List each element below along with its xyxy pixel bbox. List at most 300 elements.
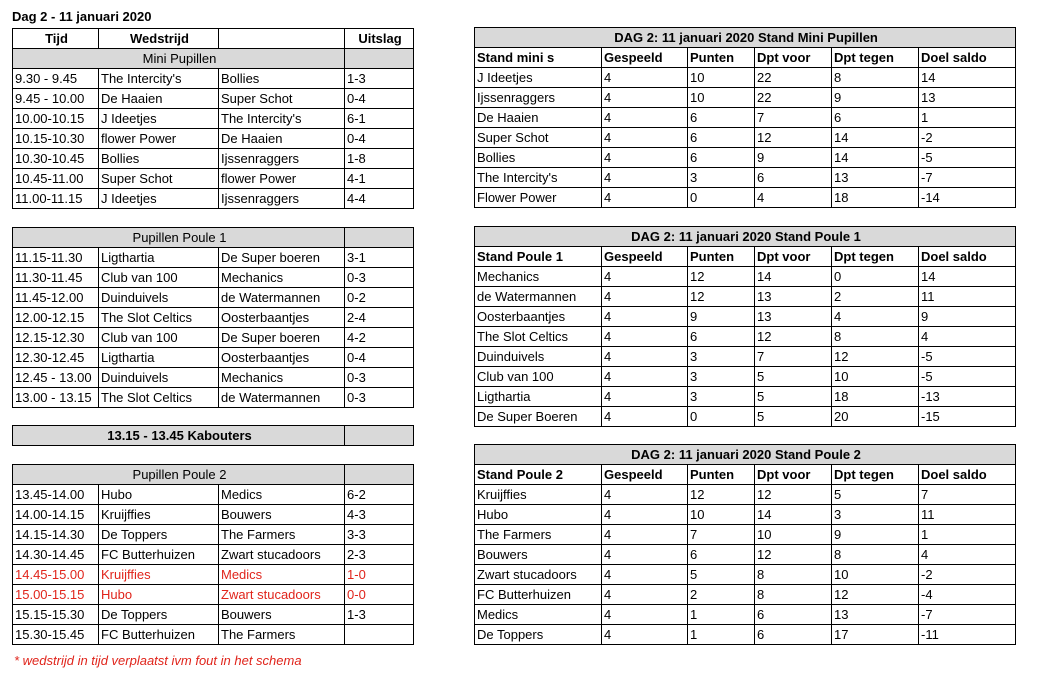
standings-row: [475, 68, 1016, 88]
away-team: Ijssenraggers: [219, 189, 345, 209]
wedstrijd-header: Wedstrijd: [99, 29, 219, 49]
home-team: FC Butterhuizen: [99, 625, 219, 645]
home-team: De Haaien: [99, 89, 219, 109]
goals-for-value: 9: [755, 148, 832, 168]
goal-difference-value: 14: [919, 267, 1016, 287]
standings-row: [475, 168, 1016, 188]
away-team: Bollies: [219, 69, 345, 89]
played-value: 4: [602, 605, 688, 625]
match-row: [13, 109, 414, 129]
goals-for-value: 4: [755, 188, 832, 208]
team-name: FC Butterhuizen: [475, 585, 602, 605]
stat-column-header: Doel saldo: [919, 48, 1016, 68]
home-team: Club van 100: [99, 328, 219, 348]
match-row: [13, 89, 414, 109]
team-name: The Farmers: [475, 525, 602, 545]
match-row: [13, 525, 414, 545]
goals-for-value: 12: [755, 485, 832, 505]
played-value: 4: [602, 148, 688, 168]
match-row: [13, 129, 414, 149]
away-team: Medics: [219, 485, 345, 505]
match-row: [13, 368, 414, 388]
kabouters-label: 13.15 - 13.45 Kabouters: [13, 426, 345, 446]
team-name: Zwart stucadoors: [475, 565, 602, 585]
standings-title-row: [475, 227, 1016, 247]
goals-against-value: 9: [832, 88, 919, 108]
standings-header-row: [475, 48, 1016, 68]
away-team: De Haaien: [219, 129, 345, 149]
goals-against-value: 8: [832, 68, 919, 88]
match-row: [13, 565, 414, 585]
stat-column-header: Punten: [688, 48, 755, 68]
stat-column-header: Doel saldo: [919, 465, 1016, 485]
goals-for-value: 5: [755, 367, 832, 387]
home-team: Hubo: [99, 585, 219, 605]
match-row: [13, 485, 414, 505]
stat-column-header: Dpt voor: [755, 465, 832, 485]
match-time: 11.30-11.45: [13, 268, 99, 288]
team-name: De Toppers: [475, 625, 602, 645]
home-team: De Toppers: [99, 605, 219, 625]
goals-against-value: 10: [832, 367, 919, 387]
away-team: Zwart stucadoors: [219, 545, 345, 565]
goals-against-value: 9: [832, 525, 919, 545]
page-title: Dag 2 - 11 januari 2020: [12, 9, 152, 24]
team-name: Club van 100: [475, 367, 602, 387]
goal-difference-value: 4: [919, 545, 1016, 565]
team-name: de Watermannen: [475, 287, 602, 307]
goals-against-value: 14: [832, 128, 919, 148]
match-result: 3-1: [345, 248, 414, 268]
match-time: 15.00-15.15: [13, 585, 99, 605]
standings-title-row: [475, 445, 1016, 465]
standings-row: [475, 585, 1016, 605]
team-column-header: Stand Poule 1: [475, 247, 602, 267]
standings-row: [475, 88, 1016, 108]
match-result: 0-3: [345, 368, 414, 388]
goals-for-value: 13: [755, 287, 832, 307]
schedule-poule-2: [12, 464, 414, 645]
standings-row: [475, 108, 1016, 128]
played-value: 4: [602, 585, 688, 605]
away-team: The Farmers: [219, 525, 345, 545]
match-time: 14.00-14.15: [13, 505, 99, 525]
kabouters-filler: [345, 426, 414, 446]
standings-row: [475, 327, 1016, 347]
goals-against-value: 8: [832, 545, 919, 565]
goals-for-value: 8: [755, 565, 832, 585]
goal-difference-value: -2: [919, 565, 1016, 585]
standings-title: DAG 2: 11 januari 2020 Stand Poule 2: [475, 445, 1016, 465]
home-team: flower Power: [99, 129, 219, 149]
standings-row: [475, 387, 1016, 407]
away-team: De Super boeren: [219, 328, 345, 348]
goal-difference-value: -2: [919, 128, 1016, 148]
standings-poule-1: [474, 226, 1016, 427]
standings-rows: [475, 485, 1016, 645]
standings-row: [475, 267, 1016, 287]
match-time: 15.30-15.45: [13, 625, 99, 645]
points-value: 3: [688, 347, 755, 367]
goals-for-value: 14: [755, 505, 832, 525]
goals-for-value: 5: [755, 407, 832, 427]
match-result: 2-3: [345, 545, 414, 565]
poule1-matches: [13, 248, 414, 408]
goals-against-value: 20: [832, 407, 919, 427]
match-result: 1-0: [345, 565, 414, 585]
away-team: Super Schot: [219, 89, 345, 109]
away-team: Bouwers: [219, 605, 345, 625]
away-team: Bouwers: [219, 505, 345, 525]
match-result: 3-3: [345, 525, 414, 545]
match-result: [345, 625, 414, 645]
match-row: [13, 328, 414, 348]
points-value: 6: [688, 108, 755, 128]
points-value: 6: [688, 327, 755, 347]
away-team: Mechanics: [219, 368, 345, 388]
points-value: 7: [688, 525, 755, 545]
team-name: Kruijffies: [475, 485, 602, 505]
match-row: [13, 169, 414, 189]
away-team: de Watermannen: [219, 388, 345, 408]
team-name: Hubo: [475, 505, 602, 525]
goals-for-value: 12: [755, 128, 832, 148]
stat-column-header: Punten: [688, 465, 755, 485]
points-value: 6: [688, 128, 755, 148]
mini-pupillen-matches: [13, 69, 414, 209]
match-time: 10.15-10.30: [13, 129, 99, 149]
standings-row: [475, 605, 1016, 625]
uitslag-header: Uitslag: [345, 29, 414, 49]
poule2-matches: [13, 485, 414, 645]
goals-against-value: 12: [832, 347, 919, 367]
points-value: 1: [688, 625, 755, 645]
team-name: The Slot Celtics: [475, 327, 602, 347]
away-team: flower Power: [219, 169, 345, 189]
goals-against-value: 4: [832, 307, 919, 327]
away-team: Ijssenraggers: [219, 149, 345, 169]
standings-title-row: [475, 28, 1016, 48]
kabouters-row: [13, 426, 414, 446]
match-row: [13, 625, 414, 645]
goals-for-value: 22: [755, 68, 832, 88]
away-team: de Watermannen: [219, 288, 345, 308]
points-value: 10: [688, 68, 755, 88]
played-value: 4: [602, 387, 688, 407]
match-result: 0-4: [345, 348, 414, 368]
points-value: 3: [688, 367, 755, 387]
home-team: J Ideetjes: [99, 109, 219, 129]
played-value: 4: [602, 307, 688, 327]
home-team: FC Butterhuizen: [99, 545, 219, 565]
match-time: 14.15-14.30: [13, 525, 99, 545]
match-row: [13, 545, 414, 565]
standings-row: [475, 307, 1016, 327]
goals-for-value: 12: [755, 327, 832, 347]
match-time: 12.00-12.15: [13, 308, 99, 328]
goals-against-value: 18: [832, 188, 919, 208]
played-value: 4: [602, 108, 688, 128]
played-value: 4: [602, 168, 688, 188]
goal-difference-value: -11: [919, 625, 1016, 645]
section-title-filler: [345, 465, 414, 485]
team-name: J Ideetjes: [475, 68, 602, 88]
goal-difference-value: 1: [919, 108, 1016, 128]
stat-column-header: Punten: [688, 247, 755, 267]
goals-for-value: 6: [755, 605, 832, 625]
match-row: [13, 69, 414, 89]
match-result: 4-2: [345, 328, 414, 348]
team-name: Mechanics: [475, 267, 602, 287]
home-team: The Slot Celtics: [99, 388, 219, 408]
stat-column-header: Dpt tegen: [832, 48, 919, 68]
standings-title: DAG 2: 11 januari 2020 Stand Mini Pupillen: [475, 28, 1016, 48]
goals-against-value: 8: [832, 327, 919, 347]
goals-for-value: 14: [755, 267, 832, 287]
home-team: The Intercity's: [99, 69, 219, 89]
standings-row: [475, 148, 1016, 168]
team-column-header: Stand mini s: [475, 48, 602, 68]
match-time: 14.30-14.45: [13, 545, 99, 565]
team-name: Ligthartia: [475, 387, 602, 407]
goal-difference-value: -5: [919, 148, 1016, 168]
points-value: 12: [688, 287, 755, 307]
match-row: [13, 348, 414, 368]
team-name: The Intercity's: [475, 168, 602, 188]
played-value: 4: [602, 128, 688, 148]
away-team: Oosterbaantjes: [219, 308, 345, 328]
match-row: [13, 605, 414, 625]
standings-poule-2: [474, 444, 1016, 645]
goals-against-value: 10: [832, 565, 919, 585]
goals-against-value: 12: [832, 585, 919, 605]
goal-difference-value: -4: [919, 585, 1016, 605]
match-row: [13, 268, 414, 288]
goal-difference-value: 1: [919, 525, 1016, 545]
match-result: 4-3: [345, 505, 414, 525]
team-name: Ijssenraggers: [475, 88, 602, 108]
goals-for-value: 22: [755, 88, 832, 108]
stat-column-header: Gespeeld: [602, 48, 688, 68]
team-name: De Super Boeren: [475, 407, 602, 427]
played-value: 4: [602, 505, 688, 525]
schedule-poule-1: [12, 227, 414, 408]
match-result: 0-0: [345, 585, 414, 605]
played-value: 4: [602, 88, 688, 108]
stat-column-header: Dpt voor: [755, 48, 832, 68]
home-team: Kruijffies: [99, 505, 219, 525]
team-name: Flower Power: [475, 188, 602, 208]
played-value: 4: [602, 407, 688, 427]
poule1-title: Pupillen Poule 1: [13, 228, 345, 248]
match-time: 15.15-15.30: [13, 605, 99, 625]
match-row: [13, 388, 414, 408]
goals-against-value: 6: [832, 108, 919, 128]
match-result: 4-4: [345, 189, 414, 209]
points-value: 0: [688, 407, 755, 427]
goal-difference-value: -15: [919, 407, 1016, 427]
home-team: J Ideetjes: [99, 189, 219, 209]
match-result: 1-3: [345, 605, 414, 625]
points-value: 3: [688, 168, 755, 188]
played-value: 4: [602, 545, 688, 565]
match-row: [13, 585, 414, 605]
empty-header: [219, 29, 345, 49]
home-team: The Slot Celtics: [99, 308, 219, 328]
goal-difference-value: 14: [919, 68, 1016, 88]
played-value: 4: [602, 287, 688, 307]
home-team: Duinduivels: [99, 288, 219, 308]
standings-rows: [475, 68, 1016, 208]
played-value: 4: [602, 565, 688, 585]
match-time: 13.00 - 13.15: [13, 388, 99, 408]
schedule-mini-pupillen: [12, 28, 414, 209]
stat-column-header: Dpt tegen: [832, 247, 919, 267]
standings-row: [475, 545, 1016, 565]
match-result: 6-1: [345, 109, 414, 129]
schedule-header-row: [13, 29, 414, 49]
standings-row: [475, 407, 1016, 427]
goal-difference-value: 11: [919, 287, 1016, 307]
played-value: 4: [602, 367, 688, 387]
points-value: 1: [688, 605, 755, 625]
goals-against-value: 13: [832, 605, 919, 625]
goal-difference-value: 7: [919, 485, 1016, 505]
team-name: Duinduivels: [475, 347, 602, 367]
goal-difference-value: -7: [919, 605, 1016, 625]
goals-for-value: 13: [755, 307, 832, 327]
match-result: 0-3: [345, 388, 414, 408]
team-name: Bollies: [475, 148, 602, 168]
played-value: 4: [602, 485, 688, 505]
away-team: Medics: [219, 565, 345, 585]
stat-column-header: Doel saldo: [919, 247, 1016, 267]
stat-column-header: Dpt voor: [755, 247, 832, 267]
points-value: 10: [688, 88, 755, 108]
goal-difference-value: -5: [919, 367, 1016, 387]
goals-for-value: 7: [755, 108, 832, 128]
home-team: Hubo: [99, 485, 219, 505]
goal-difference-value: -7: [919, 168, 1016, 188]
standings-row: [475, 485, 1016, 505]
standings-row: [475, 367, 1016, 387]
goals-against-value: 2: [832, 287, 919, 307]
match-result: 0-4: [345, 89, 414, 109]
kabouters-bar: [12, 425, 414, 446]
tijd-header: Tijd: [13, 29, 99, 49]
section-title-row: [13, 49, 414, 69]
team-name: Bouwers: [475, 545, 602, 565]
standings-rows: [475, 267, 1016, 427]
match-result: 0-3: [345, 268, 414, 288]
poule2-title: Pupillen Poule 2: [13, 465, 345, 485]
played-value: 4: [602, 347, 688, 367]
points-value: 6: [688, 545, 755, 565]
standings-row: [475, 347, 1016, 367]
section-title-filler: [345, 228, 414, 248]
goals-for-value: 6: [755, 168, 832, 188]
away-team: Mechanics: [219, 268, 345, 288]
match-result: 4-1: [345, 169, 414, 189]
match-row: [13, 308, 414, 328]
stat-column-header: Dpt tegen: [832, 465, 919, 485]
standings-mini-pupillen: [474, 27, 1016, 208]
points-value: 9: [688, 307, 755, 327]
match-result: 0-4: [345, 129, 414, 149]
standings-row: [475, 188, 1016, 208]
points-value: 10: [688, 505, 755, 525]
match-row: [13, 189, 414, 209]
match-result: 0-2: [345, 288, 414, 308]
points-value: 12: [688, 485, 755, 505]
stat-column-header: Gespeeld: [602, 465, 688, 485]
goals-for-value: 10: [755, 525, 832, 545]
standings-row: [475, 525, 1016, 545]
footnote: * wedstrijd in tijd verplaatst ivm fout in het schema: [14, 653, 302, 668]
match-row: [13, 288, 414, 308]
section-title-row: [13, 228, 414, 248]
match-result: 2-4: [345, 308, 414, 328]
match-time: 9.45 - 10.00: [13, 89, 99, 109]
match-row: [13, 248, 414, 268]
standings-row: [475, 128, 1016, 148]
mini-pupillen-title: Mini Pupillen: [13, 49, 345, 69]
team-name: De Haaien: [475, 108, 602, 128]
home-team: De Toppers: [99, 525, 219, 545]
played-value: 4: [602, 525, 688, 545]
points-value: 0: [688, 188, 755, 208]
played-value: 4: [602, 625, 688, 645]
match-time: 12.30-12.45: [13, 348, 99, 368]
goals-against-value: 0: [832, 267, 919, 287]
goals-against-value: 5: [832, 485, 919, 505]
away-team: Oosterbaantjes: [219, 348, 345, 368]
match-time: 10.30-10.45: [13, 149, 99, 169]
match-time: 11.45-12.00: [13, 288, 99, 308]
goals-for-value: 8: [755, 585, 832, 605]
match-time: 9.30 - 9.45: [13, 69, 99, 89]
section-title-filler: [345, 49, 414, 69]
points-value: 12: [688, 267, 755, 287]
match-time: 13.45-14.00: [13, 485, 99, 505]
home-team: Club van 100: [99, 268, 219, 288]
goal-difference-value: 11: [919, 505, 1016, 525]
team-column-header: Stand Poule 2: [475, 465, 602, 485]
match-time: 12.15-12.30: [13, 328, 99, 348]
standings-row: [475, 625, 1016, 645]
match-result: 1-8: [345, 149, 414, 169]
away-team: De Super boeren: [219, 248, 345, 268]
home-team: Ligthartia: [99, 248, 219, 268]
match-time: 14.45-15.00: [13, 565, 99, 585]
standings-header-row: [475, 465, 1016, 485]
match-time: 11.00-11.15: [13, 189, 99, 209]
away-team: Zwart stucadoors: [219, 585, 345, 605]
home-team: Ligthartia: [99, 348, 219, 368]
standings-row: [475, 565, 1016, 585]
points-value: 6: [688, 148, 755, 168]
goal-difference-value: -5: [919, 347, 1016, 367]
away-team: The Intercity's: [219, 109, 345, 129]
played-value: 4: [602, 68, 688, 88]
points-value: 5: [688, 565, 755, 585]
goals-against-value: 18: [832, 387, 919, 407]
standings-row: [475, 505, 1016, 525]
goal-difference-value: 13: [919, 88, 1016, 108]
home-team: Super Schot: [99, 169, 219, 189]
points-value: 3: [688, 387, 755, 407]
goal-difference-value: 9: [919, 307, 1016, 327]
